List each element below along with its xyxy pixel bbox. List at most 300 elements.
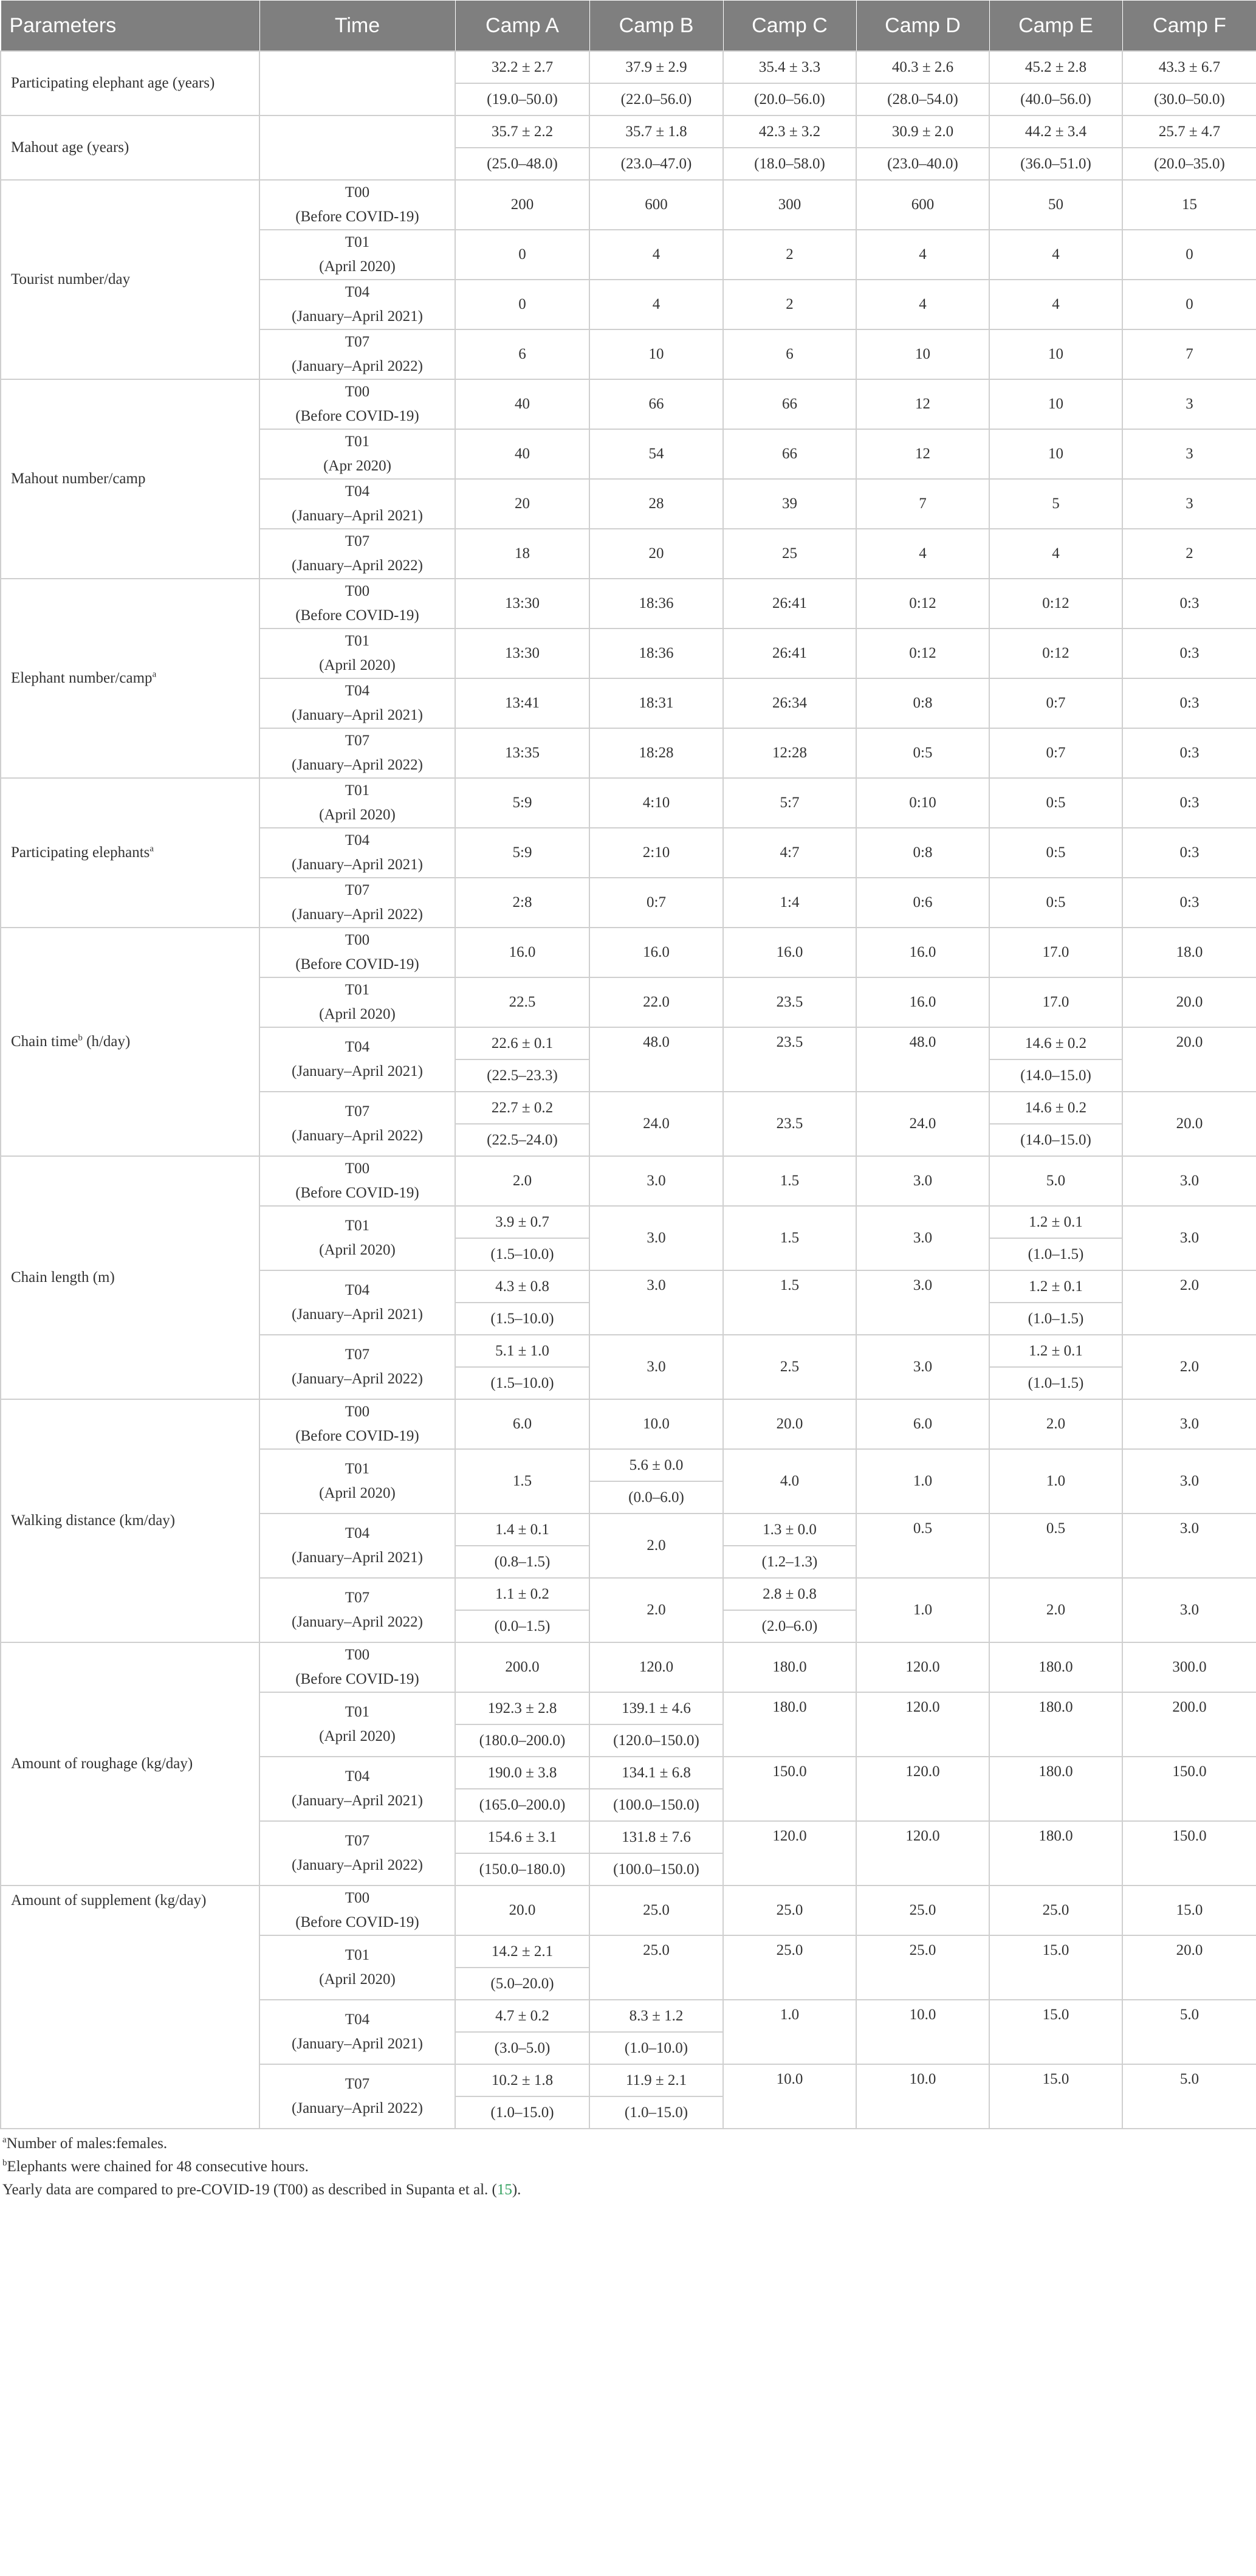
cell: 3.0 bbox=[589, 1335, 723, 1399]
time-period: (April 2020) bbox=[319, 1006, 396, 1022]
time-cell bbox=[259, 728, 455, 778]
cell: 20.0 bbox=[455, 1886, 589, 1935]
cell: 0:12 bbox=[856, 629, 989, 678]
cell: 3.0 bbox=[1122, 1156, 1256, 1206]
time-period: (January–April 2022) bbox=[292, 2100, 423, 2116]
footnote-mark: b bbox=[2, 2158, 7, 2168]
time-cell bbox=[259, 1642, 455, 1692]
time-period: (January–April 2021) bbox=[292, 856, 423, 873]
cell: 0:6 bbox=[856, 878, 989, 928]
time-code: T07 bbox=[345, 1833, 370, 1849]
cell: 5.0 bbox=[1122, 2000, 1256, 2064]
cell: (36.0–51.0) bbox=[989, 148, 1122, 180]
cell: (1.0–1.5) bbox=[989, 1367, 1122, 1399]
cell: 3.0 bbox=[856, 1270, 989, 1335]
table-row bbox=[1, 1156, 1256, 1206]
cell: (18.0–58.0) bbox=[723, 148, 856, 180]
cell: 0:3 bbox=[1122, 728, 1256, 778]
time-code: T00 bbox=[345, 1890, 370, 1906]
time-code: T01 bbox=[345, 633, 370, 649]
cell: 17.0 bbox=[989, 977, 1122, 1027]
cell: 180.0 bbox=[989, 1757, 1122, 1821]
cell: 2.0 bbox=[1122, 1335, 1256, 1399]
cell: 12:28 bbox=[723, 728, 856, 778]
cell: 23.5 bbox=[723, 977, 856, 1027]
cell: 0 bbox=[1122, 230, 1256, 280]
cell: 0:8 bbox=[856, 678, 989, 728]
cell: 600 bbox=[589, 180, 723, 230]
time-cell bbox=[259, 1206, 455, 1270]
cell: (25.0–48.0) bbox=[455, 148, 589, 180]
header-camp-a: Camp A bbox=[455, 1, 589, 52]
cell: 192.3 ± 2.8 bbox=[455, 1692, 589, 1724]
cell: 3.0 bbox=[1122, 1206, 1256, 1270]
cell: 40 bbox=[455, 429, 589, 479]
cell: 134.1 ± 6.8 bbox=[589, 1757, 723, 1789]
cell: (22.0–56.0) bbox=[589, 83, 723, 115]
time-period: (Before COVID-19) bbox=[295, 1428, 419, 1444]
simple-sections bbox=[1, 180, 1256, 928]
cell: 14.6 ± 0.2 bbox=[989, 1092, 1122, 1124]
cell: 1.5 bbox=[723, 1270, 856, 1335]
reference-link[interactable]: 15 bbox=[496, 2182, 512, 2198]
time-code: T00 bbox=[345, 932, 370, 948]
time-cell bbox=[259, 1935, 455, 2000]
time-code: T07 bbox=[345, 1103, 370, 1120]
time-cell bbox=[259, 1335, 455, 1399]
cell: 30.9 ± 2.0 bbox=[856, 115, 989, 148]
cell: 190.0 ± 3.8 bbox=[455, 1757, 589, 1789]
table-row bbox=[1, 115, 1256, 148]
time-cell bbox=[259, 1757, 455, 1821]
time-period: (January–April 2021) bbox=[292, 707, 423, 723]
cell: 3.0 bbox=[1122, 1449, 1256, 1514]
time-code: T01 bbox=[345, 433, 370, 450]
time-cell bbox=[259, 280, 455, 329]
cell: 16.0 bbox=[723, 928, 856, 977]
time-code: T04 bbox=[345, 1525, 370, 1541]
cell: 16.0 bbox=[856, 928, 989, 977]
cell: 3.0 bbox=[856, 1335, 989, 1399]
cell: 4 bbox=[989, 280, 1122, 329]
time-cell bbox=[259, 629, 455, 678]
header-camp-d: Camp D bbox=[856, 1, 989, 52]
time-cell bbox=[259, 1821, 455, 1886]
time-code: T00 bbox=[345, 1647, 370, 1663]
cell: 66 bbox=[589, 379, 723, 429]
footnote-mark: a bbox=[2, 2135, 7, 2145]
cell: 5:9 bbox=[455, 828, 589, 878]
header-camp-c: Camp C bbox=[723, 1, 856, 52]
cell: (0.0–6.0) bbox=[589, 1481, 723, 1514]
cell: 16.0 bbox=[455, 928, 589, 977]
table-row bbox=[1, 180, 1256, 230]
cell: 20 bbox=[589, 529, 723, 579]
cell: 1.0 bbox=[856, 1449, 989, 1514]
row-label-text: Chain time bbox=[11, 1033, 78, 1050]
time-period: (January–April 2022) bbox=[292, 358, 423, 374]
time-period: (January–April 2022) bbox=[292, 757, 423, 773]
cell: (30.0–50.0) bbox=[1122, 83, 1256, 115]
cell: 20 bbox=[455, 479, 589, 529]
cell: 48.0 bbox=[856, 1027, 989, 1092]
time-cell bbox=[259, 678, 455, 728]
time-code: T07 bbox=[345, 2076, 370, 2092]
footnote-text: ). bbox=[512, 2182, 521, 2198]
row-label-text: Participating elephants bbox=[11, 844, 150, 861]
cell: 5:9 bbox=[455, 778, 589, 828]
cell: 0:12 bbox=[989, 629, 1122, 678]
cell: 0 bbox=[455, 230, 589, 280]
time-cell bbox=[259, 1449, 455, 1514]
cell: (1.0–1.5) bbox=[989, 1303, 1122, 1335]
cell: 0.5 bbox=[856, 1514, 989, 1578]
time-code: T04 bbox=[345, 284, 370, 300]
time-period: (January–April 2022) bbox=[292, 557, 423, 574]
cell: 4.3 ± 0.8 bbox=[455, 1270, 589, 1303]
row-label: Chain length (m) bbox=[1, 1156, 259, 1399]
cell: 15.0 bbox=[989, 2064, 1122, 2129]
cell: 42.3 ± 3.2 bbox=[723, 115, 856, 148]
time-period: (April 2020) bbox=[319, 1242, 396, 1258]
cell: 13:30 bbox=[455, 579, 589, 629]
cell: 4:10 bbox=[589, 778, 723, 828]
time-code: T07 bbox=[345, 732, 370, 749]
time-period: (January–April 2021) bbox=[292, 1793, 423, 1809]
cell: 120.0 bbox=[856, 1642, 989, 1692]
time-code: T00 bbox=[345, 1403, 370, 1420]
cell: (150.0–180.0) bbox=[455, 1853, 589, 1886]
cell: 10.0 bbox=[856, 2000, 989, 2064]
cell: 180.0 bbox=[989, 1642, 1122, 1692]
cell: 150.0 bbox=[1122, 1821, 1256, 1886]
cell: 3.0 bbox=[1122, 1578, 1256, 1642]
cell: (22.5–24.0) bbox=[455, 1124, 589, 1156]
cell: 0:10 bbox=[856, 778, 989, 828]
cell: 6 bbox=[455, 329, 589, 379]
time-code: T01 bbox=[345, 1461, 370, 1477]
cell: (165.0–200.0) bbox=[455, 1789, 589, 1821]
cell: 1.0 bbox=[989, 1449, 1122, 1514]
row-label: Amount of roughage (kg/day) bbox=[1, 1642, 259, 1886]
cell: (180.0–200.0) bbox=[455, 1724, 589, 1757]
table-row bbox=[1, 579, 1256, 629]
cell: (5.0–20.0) bbox=[455, 1968, 589, 2000]
cell: 11.9 ± 2.1 bbox=[589, 2064, 723, 2096]
cell: (3.0–5.0) bbox=[455, 2032, 589, 2064]
time-code: T04 bbox=[345, 1768, 370, 1785]
footnote-mark: a bbox=[152, 669, 157, 680]
row-label bbox=[1, 180, 259, 379]
cell: 3.0 bbox=[589, 1270, 723, 1335]
cell: 139.1 ± 4.6 bbox=[589, 1692, 723, 1724]
cell: (22.5–23.3) bbox=[455, 1059, 589, 1092]
time-period: (January–April 2021) bbox=[292, 1306, 423, 1323]
cell: 3.0 bbox=[1122, 1514, 1256, 1578]
cell: 154.6 ± 3.1 bbox=[455, 1821, 589, 1853]
cell: 0:5 bbox=[989, 778, 1122, 828]
row-label bbox=[1, 928, 259, 1156]
time-period: (January–April 2021) bbox=[292, 308, 423, 325]
cell: 50 bbox=[989, 180, 1122, 230]
table-row bbox=[1, 778, 1256, 828]
cell: 120.0 bbox=[856, 1821, 989, 1886]
cell: 2.0 bbox=[589, 1578, 723, 1642]
cell: 12 bbox=[856, 429, 989, 479]
footnote-b bbox=[2, 2158, 309, 2175]
time-period: (Before COVID-19) bbox=[295, 607, 419, 624]
row-label bbox=[1, 379, 259, 579]
time-cell bbox=[259, 1156, 455, 1206]
time-period: (Before COVID-19) bbox=[295, 408, 419, 424]
cell: 24.0 bbox=[856, 1092, 989, 1156]
cell: 39 bbox=[723, 479, 856, 529]
cell: 25.0 bbox=[589, 1935, 723, 2000]
cell: 0:3 bbox=[1122, 629, 1256, 678]
cell: 0:3 bbox=[1122, 579, 1256, 629]
time-period: (April 2020) bbox=[319, 657, 396, 673]
cell: 1.3 ± 0.0 bbox=[723, 1514, 856, 1546]
cell: 13:35 bbox=[455, 728, 589, 778]
cell: 300.0 bbox=[1122, 1642, 1256, 1692]
cell: 2.0 bbox=[989, 1578, 1122, 1642]
time-cell bbox=[259, 1270, 455, 1335]
row-label: Mahout age (years) bbox=[1, 115, 259, 180]
table-row bbox=[1, 51, 1256, 83]
cell: 18:28 bbox=[589, 728, 723, 778]
time-cell bbox=[259, 115, 455, 180]
cell: (23.0–47.0) bbox=[589, 148, 723, 180]
cell: 0:7 bbox=[989, 678, 1122, 728]
cell: 0.5 bbox=[989, 1514, 1122, 1578]
cell: 14.2 ± 2.1 bbox=[455, 1935, 589, 1968]
cell: 44.2 ± 3.4 bbox=[989, 115, 1122, 148]
time-code: T07 bbox=[345, 334, 370, 350]
time-code: T01 bbox=[345, 1217, 370, 1234]
cell: 25.0 bbox=[723, 1935, 856, 2000]
time-cell bbox=[259, 977, 455, 1027]
table-row bbox=[1, 1642, 1256, 1692]
time-code: T07 bbox=[345, 533, 370, 549]
table-row bbox=[1, 1399, 1256, 1449]
cell: 2.5 bbox=[723, 1335, 856, 1399]
cell: 150.0 bbox=[723, 1757, 856, 1821]
time-period: (Before COVID-19) bbox=[295, 208, 419, 225]
cell: 8.3 ± 1.2 bbox=[589, 2000, 723, 2032]
cell: 4.7 ± 0.2 bbox=[455, 2000, 589, 2032]
cell: 1.1 ± 0.2 bbox=[455, 1578, 589, 1610]
cell: 17.0 bbox=[989, 928, 1122, 977]
header-parameters: Parameters bbox=[1, 1, 259, 52]
cell: 10 bbox=[989, 329, 1122, 379]
time-period: (Before COVID-19) bbox=[295, 1671, 419, 1687]
cell: 1.2 ± 0.1 bbox=[989, 1270, 1122, 1303]
cell: 1.2 ± 0.1 bbox=[989, 1206, 1122, 1238]
cell: 3 bbox=[1122, 479, 1256, 529]
cell: 5.0 bbox=[989, 1156, 1122, 1206]
cell: 2.0 bbox=[989, 1399, 1122, 1449]
cell: (100.0–150.0) bbox=[589, 1853, 723, 1886]
time-code: T04 bbox=[345, 832, 370, 849]
cell: 6.0 bbox=[455, 1399, 589, 1449]
time-period: (January–April 2021) bbox=[292, 1549, 423, 1566]
cell: (2.0–6.0) bbox=[723, 1610, 856, 1642]
cell: 2.0 bbox=[455, 1156, 589, 1206]
cell: 23.5 bbox=[723, 1027, 856, 1092]
time-period: (Before COVID-19) bbox=[295, 956, 419, 973]
cell: (23.0–40.0) bbox=[856, 148, 989, 180]
cell: 1.2 ± 0.1 bbox=[989, 1335, 1122, 1367]
cell: 40.3 ± 2.6 bbox=[856, 51, 989, 83]
time-period: (January–April 2021) bbox=[292, 508, 423, 524]
time-cell bbox=[259, 928, 455, 977]
time-code: T07 bbox=[345, 1589, 370, 1606]
cell: 0:7 bbox=[589, 878, 723, 928]
row-label: Amount of supplement (kg/day) bbox=[1, 1886, 259, 2129]
time-code: T04 bbox=[345, 1039, 370, 1055]
time-cell bbox=[259, 379, 455, 429]
cell: 10 bbox=[589, 329, 723, 379]
footnote-mark: b bbox=[78, 1033, 83, 1043]
cell: 22.6 ± 0.1 bbox=[455, 1027, 589, 1059]
cell: 10 bbox=[856, 329, 989, 379]
cell: 1:4 bbox=[723, 878, 856, 928]
cell: 180.0 bbox=[723, 1642, 856, 1692]
time-code: T01 bbox=[345, 982, 370, 998]
time-period: (January–April 2021) bbox=[292, 1063, 423, 1080]
time-cell bbox=[259, 1578, 455, 1642]
cell: 0:3 bbox=[1122, 678, 1256, 728]
time-cell bbox=[259, 1514, 455, 1578]
cell: 180.0 bbox=[989, 1692, 1122, 1757]
cell: 45.2 ± 2.8 bbox=[989, 51, 1122, 83]
cell: (1.5–10.0) bbox=[455, 1367, 589, 1399]
cell: 200.0 bbox=[1122, 1692, 1256, 1757]
time-cell bbox=[259, 828, 455, 878]
cell: 23.5 bbox=[723, 1092, 856, 1156]
cell: 2.0 bbox=[1122, 1270, 1256, 1335]
time-cell bbox=[259, 1399, 455, 1449]
cell: 35.4 ± 3.3 bbox=[723, 51, 856, 83]
cell: 16.0 bbox=[856, 977, 989, 1027]
cell: 15.0 bbox=[989, 2000, 1122, 2064]
row-label: Walking distance (km/day) bbox=[1, 1399, 259, 1642]
time-period: (January–April 2022) bbox=[292, 1614, 423, 1630]
cell: 10.0 bbox=[723, 2064, 856, 2129]
cell: 20.0 bbox=[1122, 1935, 1256, 2000]
cell: 3 bbox=[1122, 429, 1256, 479]
time-period: (April 2020) bbox=[319, 1728, 396, 1744]
time-period: (January–April 2021) bbox=[292, 2036, 423, 2052]
time-period: (April 2020) bbox=[319, 1971, 396, 1988]
header-camp-e: Camp E bbox=[989, 1, 1122, 52]
cell: 4:7 bbox=[723, 828, 856, 878]
cell: 25.0 bbox=[856, 1886, 989, 1935]
cell: 0:5 bbox=[989, 828, 1122, 878]
time-period: (Before COVID-19) bbox=[295, 1185, 419, 1201]
row-label-text: Elephant number/camp bbox=[11, 670, 153, 686]
cell: 43.3 ± 6.7 bbox=[1122, 51, 1256, 83]
cell: (28.0–54.0) bbox=[856, 83, 989, 115]
cell: 18:36 bbox=[589, 579, 723, 629]
cell: 24.0 bbox=[589, 1092, 723, 1156]
cell: (0.0–1.5) bbox=[455, 1610, 589, 1642]
cell: 10.2 ± 1.8 bbox=[455, 2064, 589, 2096]
time-code: T00 bbox=[345, 583, 370, 599]
cell: 3.0 bbox=[856, 1206, 989, 1270]
table-row bbox=[1, 928, 1256, 977]
time-cell bbox=[259, 529, 455, 579]
cell: 37.9 ± 2.9 bbox=[589, 51, 723, 83]
cell: 22.5 bbox=[455, 977, 589, 1027]
cell: (14.0–15.0) bbox=[989, 1124, 1122, 1156]
time-cell bbox=[259, 1886, 455, 1935]
time-period: (Apr 2020) bbox=[323, 458, 391, 474]
time-cell bbox=[259, 778, 455, 828]
time-code: T04 bbox=[345, 683, 370, 699]
cell: 12 bbox=[856, 379, 989, 429]
cell: 1.0 bbox=[723, 2000, 856, 2064]
cell: 4 bbox=[856, 280, 989, 329]
cell: 0:3 bbox=[1122, 778, 1256, 828]
cell: 5:7 bbox=[723, 778, 856, 828]
cell: (40.0–56.0) bbox=[989, 83, 1122, 115]
cell: 25.0 bbox=[589, 1886, 723, 1935]
footnote-a bbox=[2, 2135, 167, 2152]
time-cell bbox=[259, 180, 455, 230]
time-cell bbox=[259, 329, 455, 379]
time-period: (January–April 2022) bbox=[292, 1128, 423, 1144]
cell: 20.0 bbox=[1122, 977, 1256, 1027]
cell: 0:12 bbox=[989, 579, 1122, 629]
cell: (20.0–56.0) bbox=[723, 83, 856, 115]
time-period: (January–April 2022) bbox=[292, 1371, 423, 1387]
cell: 0:12 bbox=[856, 579, 989, 629]
cell: 25.0 bbox=[856, 1935, 989, 2000]
cell: 10 bbox=[989, 429, 1122, 479]
time-period: (April 2020) bbox=[319, 807, 396, 823]
time-period: (Before COVID-19) bbox=[295, 1914, 419, 1930]
cell: 66 bbox=[723, 429, 856, 479]
cell: 13:41 bbox=[455, 678, 589, 728]
cell: 200 bbox=[455, 180, 589, 230]
cell: 4.0 bbox=[723, 1449, 856, 1514]
time-cell bbox=[259, 1092, 455, 1156]
cell: 66 bbox=[723, 379, 856, 429]
cell: 10.0 bbox=[589, 1399, 723, 1449]
cell: 120.0 bbox=[856, 1757, 989, 1821]
cell: (14.0–15.0) bbox=[989, 1059, 1122, 1092]
cell: (1.2–1.3) bbox=[723, 1546, 856, 1578]
cell: 3.0 bbox=[589, 1156, 723, 1206]
cell: 600 bbox=[856, 180, 989, 230]
time-period: (January–April 2022) bbox=[292, 1857, 423, 1873]
cell: 54 bbox=[589, 429, 723, 479]
cell: 10.0 bbox=[856, 2064, 989, 2129]
row-label-text: Mahout number/camp bbox=[11, 470, 146, 487]
footnote-text: Number of males:females. bbox=[6, 2135, 168, 2152]
cell: (100.0–150.0) bbox=[589, 1789, 723, 1821]
time-code: T07 bbox=[345, 1346, 370, 1363]
time-code: T01 bbox=[345, 234, 370, 250]
cell: 0:3 bbox=[1122, 878, 1256, 928]
cell: (1.5–10.0) bbox=[455, 1303, 589, 1335]
cell: 0:3 bbox=[1122, 828, 1256, 878]
cell: 1.4 ± 0.1 bbox=[455, 1514, 589, 1546]
cell: 5.1 ± 1.0 bbox=[455, 1335, 589, 1367]
cell: 7 bbox=[1122, 329, 1256, 379]
cell: 15 bbox=[1122, 180, 1256, 230]
